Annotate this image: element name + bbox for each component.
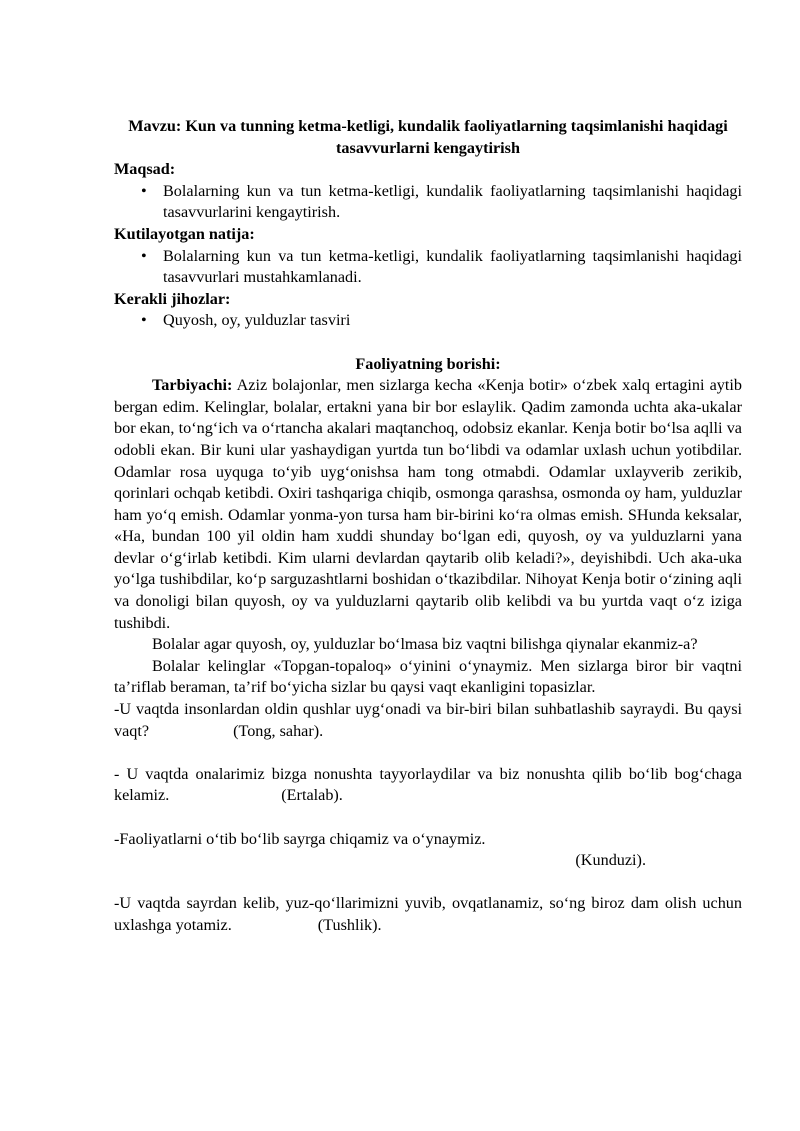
- speaker-label: Tarbiyachi:: [152, 376, 233, 395]
- riddle-1: -U vaqtda insonlardan oldin qushlar uyg‘onadi va bir-biri bilan suhbatlashib sayraydi. Bu qaysi vaqt? (Tong, sahar).: [114, 700, 742, 740]
- page-title: Mavzu: Kun va tunning ketma-ketligi, kundalik faoliyatlarning taqsimlanishi haqidagi tasavvurlarni kengaytirish: [128, 117, 728, 157]
- result-list: [114, 246, 742, 289]
- goal-heading: Maqsad:: [114, 160, 176, 179]
- riddle-2: - U vaqtda onalarimiz bizga nonushta tayyorlaydilar va biz nonushta qilib bo‘lib bog‘chaga kelamiz. (Ertalab).: [114, 764, 742, 805]
- game-paragraph: Bolalar kelinglar «Topgan-topaloq» o‘yinini o‘ynaymiz. Men sizlarga biror bir vaqtni ta’riflab beraman, ta’rif bo‘yicha sizlar bu qaysi vaqt ekanligini topasizlar.: [114, 656, 742, 697]
- equipment-list: [114, 310, 742, 332]
- list-item: • Bolalarning kun va tun ketma-ketligi, kundalik faoliyatlarning taqsimlanishi haqidagi tasavvurlarini kengaytirish.: [141, 181, 742, 222]
- answer-1: (Tong, sahar).: [233, 721, 324, 740]
- answer-4: (Tushlik).: [317, 915, 382, 934]
- story-paragraph: Tarbiyachi: Aziz bolajonlar, men sizlarga kecha «Kenja botir» o‘zbek xalq ertagini aytib bergan edim. Kelinglar, bolalar, ertakni yana bir bor eslaylik. Qadim zamonda uchta aka-ukalar bor ekan, to‘ng‘ich va o‘rtancha akalari maqtanchoq, odobsiz ekanlar. Kenja botir bo‘lsa aqlli va odobli ekan. Bir kuni ular yashaydigan yurtda tun bo‘libdi va odamlar uxlash uchun yotibdilar. Odamlar rosa uyquga to‘yib uyg‘onishsa ham tong otmabdi. Odamlar uxlayverib zerikib, qorinlari ochqab ketibdi. Oxiri tashqariga chiqib, osmonga qarashsa, osmonda oy ham, yulduzlar ham yo‘q emish. Odamlar yonma-yon tursa ham bir-birini ko‘ra olmas emish. SHunda keksalar, «Ha, bundan 100 yil oldin ham xuddi shunday bo‘lgan edi, quyosh, oy va yulduzlarni yana devlar o‘g‘irlab ketibdi. Kim ularni devlardan qaytarib olib keladi?», deyishibdi. Uch aka-uka yo‘lga tushibdilar, ko‘p sarguzashtlarni boshidan o‘tkazibdilar. Nihoyat Kenja botir o‘zining aqli va donoligi bilan quyosh, oy va yulduzlarni qaytarib olib kelibdi va bu yurtda vaqt o‘z iziga tushibdi.: [114, 376, 742, 632]
- answer-2: (Ertalab).: [281, 786, 343, 805]
- bullet-icon: •: [141, 246, 147, 265]
- equipment-heading: Kerakli jihozlar:: [114, 289, 231, 308]
- result-heading: Kutilayotgan natija:: [114, 224, 255, 243]
- process-heading: Faoliyatning borishi:: [355, 354, 501, 373]
- bullet-icon: •: [141, 311, 147, 330]
- list-item: • Bolalarning kun va tun ketma-ketligi, kundalik faoliyatlarning taqsimlanishi haqidagi tasavvurlari mustahkamlanadi.: [141, 246, 742, 287]
- question-paragraph: Bolalar agar quyosh, oy, yulduzlar bo‘lmasa biz vaqtni bilishga qiynalar ekanmiz-a?: [152, 635, 698, 654]
- list-item: • Quyosh, oy, yulduzlar tasviri: [114, 310, 742, 332]
- answer-3: (Kunduzi).: [575, 851, 646, 870]
- bullet-icon: •: [141, 181, 147, 200]
- document-page: [114, 116, 742, 937]
- riddle-3: -Faoliyatlarni o‘tib bo‘lib sayrga chiqamiz va o‘ynaymiz.: [114, 829, 486, 848]
- riddle-4: -U vaqtda sayrdan kelib, yuz-qo‘llarimizni yuvib, ovqatlanamiz, so‘ng biroz dam olish uchun uxlashga yotamiz. (Tushlik).: [114, 894, 742, 934]
- goal-list: [114, 181, 742, 224]
